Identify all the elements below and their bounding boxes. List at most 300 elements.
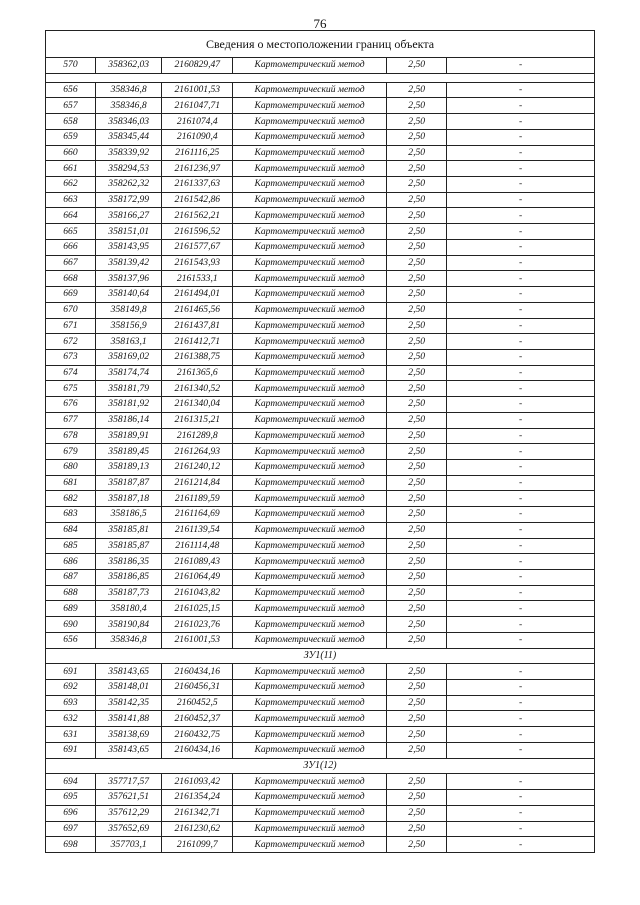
method-cell: Картометрический метод	[233, 161, 387, 177]
coord-x: 357652,69	[95, 821, 162, 837]
coord-y: 2161494,01	[162, 287, 233, 303]
coord-y: 2161542,86	[162, 192, 233, 208]
method-cell: Картометрический метод	[233, 774, 387, 790]
coord-y: 2161340,52	[162, 381, 233, 397]
point-number: 662	[46, 177, 96, 193]
coord-x: 357717,57	[95, 774, 162, 790]
point-number: 680	[46, 459, 96, 475]
coord-x: 358139,42	[95, 255, 162, 271]
description-cell: -	[447, 538, 595, 554]
description-cell: -	[447, 412, 595, 428]
coord-x: 358189,91	[95, 428, 162, 444]
table-row	[46, 208, 595, 224]
coord-x: 358189,45	[95, 444, 162, 460]
coord-y: 2161099,7	[162, 837, 233, 853]
coord-y: 2161577,67	[162, 239, 233, 255]
point-number: 691	[46, 664, 96, 680]
table-row	[46, 459, 595, 475]
coord-y: 2160434,16	[162, 664, 233, 680]
accuracy-cell: 2,50	[387, 554, 447, 570]
method-cell: Картометрический метод	[233, 522, 387, 538]
coord-x: 358186,5	[95, 507, 162, 523]
coord-y: 2160434,16	[162, 742, 233, 758]
coord-x: 358187,18	[95, 491, 162, 507]
point-number: 683	[46, 507, 96, 523]
table-row	[46, 538, 595, 554]
coord-x: 358186,14	[95, 412, 162, 428]
method-cell: Картометрический метод	[233, 805, 387, 821]
method-cell: Картометрический метод	[233, 287, 387, 303]
coord-y: 2161596,52	[162, 224, 233, 240]
method-cell: Картометрический метод	[233, 459, 387, 475]
point-number: 692	[46, 680, 96, 696]
table-row	[46, 334, 595, 350]
table-row	[46, 601, 595, 617]
accuracy-cell: 2,50	[387, 365, 447, 381]
table-row	[46, 145, 595, 161]
description-cell: -	[447, 491, 595, 507]
table-row	[46, 774, 595, 790]
table-row	[46, 522, 595, 538]
description-cell: -	[447, 617, 595, 633]
coord-y: 2161289,8	[162, 428, 233, 444]
method-cell: Картометрический метод	[233, 491, 387, 507]
accuracy-cell: 2,50	[387, 397, 447, 413]
coord-y: 2161337,63	[162, 177, 233, 193]
coord-x: 358143,65	[95, 742, 162, 758]
method-cell: Картометрический метод	[233, 428, 387, 444]
method-cell: Картометрический метод	[233, 585, 387, 601]
point-number: 661	[46, 161, 96, 177]
description-cell: -	[447, 224, 595, 240]
point-number: 658	[46, 114, 96, 130]
table-row	[46, 58, 595, 74]
table-row	[46, 349, 595, 365]
method-cell: Картометрический метод	[233, 255, 387, 271]
method-cell: Картометрический метод	[233, 632, 387, 648]
description-cell: -	[447, 318, 595, 334]
coord-x: 358339,92	[95, 145, 162, 161]
coord-x: 358140,64	[95, 287, 162, 303]
table-row	[46, 837, 595, 853]
description-cell: -	[447, 554, 595, 570]
table-row	[46, 554, 595, 570]
coord-y: 2161365,6	[162, 365, 233, 381]
description-cell: -	[447, 774, 595, 790]
description-cell: -	[447, 475, 595, 491]
table-row	[46, 695, 595, 711]
coord-y: 2161114,48	[162, 538, 233, 554]
coord-x: 358181,92	[95, 397, 162, 413]
point-number: 684	[46, 522, 96, 538]
point-number: 676	[46, 397, 96, 413]
table-row	[46, 255, 595, 271]
table-row	[46, 742, 595, 758]
method-cell: Картометрический метод	[233, 837, 387, 853]
table-row	[46, 507, 595, 523]
page-number: 76	[313, 16, 327, 31]
accuracy-cell: 2,50	[387, 428, 447, 444]
coord-x: 357703,1	[95, 837, 162, 853]
accuracy-cell: 2,50	[387, 412, 447, 428]
table-row	[46, 570, 595, 586]
accuracy-cell: 2,50	[387, 177, 447, 193]
coord-y: 2161354,24	[162, 790, 233, 806]
table-row	[46, 287, 595, 303]
accuracy-cell: 2,50	[387, 161, 447, 177]
coord-x: 358166,27	[95, 208, 162, 224]
accuracy-cell: 2,50	[387, 381, 447, 397]
method-cell: Картометрический метод	[233, 475, 387, 491]
coord-y: 2161543,93	[162, 255, 233, 271]
accuracy-cell: 2,50	[387, 664, 447, 680]
coord-x: 358143,95	[95, 239, 162, 255]
table-row	[46, 790, 595, 806]
description-cell: -	[447, 805, 595, 821]
gap-row	[46, 73, 595, 82]
coord-x: 357621,51	[95, 790, 162, 806]
accuracy-cell: 2,50	[387, 145, 447, 161]
method-cell: Картометрический метод	[233, 727, 387, 743]
accuracy-cell: 2,50	[387, 727, 447, 743]
table-title-row	[46, 31, 595, 58]
coord-x: 358138,69	[95, 727, 162, 743]
description-cell: -	[447, 208, 595, 224]
accuracy-cell: 2,50	[387, 239, 447, 255]
point-number: 693	[46, 695, 96, 711]
description-cell: -	[447, 507, 595, 523]
table-row	[46, 271, 595, 287]
table-row	[46, 444, 595, 460]
coord-y: 2161043,82	[162, 585, 233, 601]
method-cell: Картометрический метод	[233, 790, 387, 806]
coord-x: 358174,74	[95, 365, 162, 381]
point-number: 688	[46, 585, 96, 601]
accuracy-cell: 2,50	[387, 129, 447, 145]
accuracy-cell: 2,50	[387, 632, 447, 648]
coord-x: 358172,99	[95, 192, 162, 208]
point-number: 657	[46, 98, 96, 114]
description-cell: -	[447, 82, 595, 98]
method-cell: Картометрический метод	[233, 617, 387, 633]
accuracy-cell: 2,50	[387, 114, 447, 130]
method-cell: Картометрический метод	[233, 570, 387, 586]
method-cell: Картометрический метод	[233, 397, 387, 413]
table-row	[46, 412, 595, 428]
accuracy-cell: 2,50	[387, 538, 447, 554]
coord-x: 358186,85	[95, 570, 162, 586]
accuracy-cell: 2,50	[387, 334, 447, 350]
description-cell: -	[447, 522, 595, 538]
description-cell: -	[447, 271, 595, 287]
accuracy-cell: 2,50	[387, 302, 447, 318]
coord-x: 358346,8	[95, 82, 162, 98]
accuracy-cell: 2,50	[387, 742, 447, 758]
description-cell: -	[447, 129, 595, 145]
section-row	[46, 758, 595, 774]
accuracy-cell: 2,50	[387, 774, 447, 790]
accuracy-cell: 2,50	[387, 711, 447, 727]
coord-y: 2161047,71	[162, 98, 233, 114]
section-label: ЗУ1(12)	[46, 758, 595, 774]
description-cell: -	[447, 58, 595, 74]
accuracy-cell: 2,50	[387, 192, 447, 208]
coord-x: 358187,87	[95, 475, 162, 491]
point-number: 695	[46, 790, 96, 806]
method-cell: Картометрический метод	[233, 82, 387, 98]
method-cell: Картометрический метод	[233, 349, 387, 365]
coord-y: 2161315,21	[162, 412, 233, 428]
point-number: 687	[46, 570, 96, 586]
coord-y: 2161064,49	[162, 570, 233, 586]
method-cell: Картометрический метод	[233, 192, 387, 208]
point-number: 664	[46, 208, 96, 224]
coord-y: 2161001,53	[162, 632, 233, 648]
table-row	[46, 428, 595, 444]
table-row	[46, 664, 595, 680]
description-cell: -	[447, 302, 595, 318]
coord-y: 2161001,53	[162, 82, 233, 98]
description-cell: -	[447, 365, 595, 381]
point-number: 670	[46, 302, 96, 318]
point-number: 665	[46, 224, 96, 240]
description-cell: -	[447, 334, 595, 350]
table-row	[46, 302, 595, 318]
point-number: 632	[46, 711, 96, 727]
coord-x: 358180,4	[95, 601, 162, 617]
method-cell: Картометрический метод	[233, 381, 387, 397]
method-cell: Картометрический метод	[233, 711, 387, 727]
accuracy-cell: 2,50	[387, 585, 447, 601]
accuracy-cell: 2,50	[387, 459, 447, 475]
point-number: 677	[46, 412, 96, 428]
method-cell: Картометрический метод	[233, 129, 387, 145]
method-cell: Картометрический метод	[233, 114, 387, 130]
coord-x: 358190,84	[95, 617, 162, 633]
method-cell: Картометрический метод	[233, 224, 387, 240]
description-cell: -	[447, 821, 595, 837]
point-number: 694	[46, 774, 96, 790]
accuracy-cell: 2,50	[387, 255, 447, 271]
coord-y: 2161093,42	[162, 774, 233, 790]
description-cell: -	[447, 444, 595, 460]
method-cell: Картометрический метод	[233, 271, 387, 287]
accuracy-cell: 2,50	[387, 475, 447, 491]
point-number: 667	[46, 255, 96, 271]
coord-y: 2161340,04	[162, 397, 233, 413]
coord-y: 2161533,1	[162, 271, 233, 287]
coord-x: 358262,32	[95, 177, 162, 193]
description-cell: -	[447, 114, 595, 130]
accuracy-cell: 2,50	[387, 58, 447, 74]
point-number: 679	[46, 444, 96, 460]
point-number: 672	[46, 334, 96, 350]
point-number: 696	[46, 805, 96, 821]
description-cell: -	[447, 177, 595, 193]
coord-y: 2161388,75	[162, 349, 233, 365]
method-cell: Картометрический метод	[233, 554, 387, 570]
coord-y: 2160456,31	[162, 680, 233, 696]
point-number: 673	[46, 349, 96, 365]
coord-y: 2160452,37	[162, 711, 233, 727]
method-cell: Картометрический метод	[233, 742, 387, 758]
point-number: 691	[46, 742, 96, 758]
method-cell: Картометрический метод	[233, 365, 387, 381]
method-cell: Картометрический метод	[233, 334, 387, 350]
coord-y: 2161074,4	[162, 114, 233, 130]
point-number: 659	[46, 129, 96, 145]
accuracy-cell: 2,50	[387, 805, 447, 821]
method-cell: Картометрический метод	[233, 680, 387, 696]
section-row	[46, 648, 595, 664]
point-number: 631	[46, 727, 96, 743]
accuracy-cell: 2,50	[387, 444, 447, 460]
accuracy-cell: 2,50	[387, 837, 447, 853]
table-row	[46, 805, 595, 821]
coord-y: 2161189,59	[162, 491, 233, 507]
method-cell: Картометрический метод	[233, 145, 387, 161]
accuracy-cell: 2,50	[387, 82, 447, 98]
accuracy-cell: 2,50	[387, 349, 447, 365]
accuracy-cell: 2,50	[387, 271, 447, 287]
accuracy-cell: 2,50	[387, 224, 447, 240]
method-cell: Картометрический метод	[233, 58, 387, 74]
table-row	[46, 727, 595, 743]
accuracy-cell: 2,50	[387, 522, 447, 538]
description-cell: -	[447, 287, 595, 303]
table-row	[46, 381, 595, 397]
boundary-table	[45, 30, 595, 853]
table-row	[46, 177, 595, 193]
point-number: 678	[46, 428, 96, 444]
point-number: 666	[46, 239, 96, 255]
coord-y: 2161023,76	[162, 617, 233, 633]
point-number: 682	[46, 491, 96, 507]
table-row	[46, 318, 595, 334]
table-row	[46, 491, 595, 507]
description-cell: -	[447, 255, 595, 271]
coord-x: 358346,8	[95, 632, 162, 648]
section-label: ЗУ1(11)	[46, 648, 595, 664]
accuracy-cell: 2,50	[387, 695, 447, 711]
method-cell: Картометрический метод	[233, 821, 387, 837]
coord-y: 2161214,84	[162, 475, 233, 491]
description-cell: -	[447, 664, 595, 680]
point-number: 674	[46, 365, 96, 381]
description-cell: -	[447, 711, 595, 727]
accuracy-cell: 2,50	[387, 570, 447, 586]
table-row	[46, 365, 595, 381]
coord-x: 358149,8	[95, 302, 162, 318]
coord-x: 357612,29	[95, 805, 162, 821]
description-cell: -	[447, 239, 595, 255]
point-number: 656	[46, 632, 96, 648]
point-number: 671	[46, 318, 96, 334]
coord-y: 2161264,93	[162, 444, 233, 460]
accuracy-cell: 2,50	[387, 680, 447, 696]
point-number: 656	[46, 82, 96, 98]
description-cell: -	[447, 381, 595, 397]
accuracy-cell: 2,50	[387, 287, 447, 303]
point-number: 663	[46, 192, 96, 208]
table-row	[46, 98, 595, 114]
coord-y: 2161139,54	[162, 522, 233, 538]
description-cell: -	[447, 601, 595, 617]
accuracy-cell: 2,50	[387, 98, 447, 114]
method-cell: Картометрический метод	[233, 412, 387, 428]
table-row	[46, 192, 595, 208]
method-cell: Картометрический метод	[233, 444, 387, 460]
coord-y: 2161437,81	[162, 318, 233, 334]
method-cell: Картометрический метод	[233, 239, 387, 255]
accuracy-cell: 2,50	[387, 790, 447, 806]
table-row	[46, 821, 595, 837]
table-row	[46, 617, 595, 633]
coord-y: 2161164,69	[162, 507, 233, 523]
description-cell: -	[447, 727, 595, 743]
coord-x: 358151,01	[95, 224, 162, 240]
coord-y: 2161230,62	[162, 821, 233, 837]
point-number: 697	[46, 821, 96, 837]
point-number: 570	[46, 58, 96, 74]
coord-x: 358143,65	[95, 664, 162, 680]
accuracy-cell: 2,50	[387, 208, 447, 224]
accuracy-cell: 2,50	[387, 318, 447, 334]
table-title: Сведения о местоположении границ объекта	[46, 31, 595, 58]
accuracy-cell: 2,50	[387, 601, 447, 617]
coord-y: 2161240,12	[162, 459, 233, 475]
point-number: 698	[46, 837, 96, 853]
table-row	[46, 239, 595, 255]
coord-y: 2161465,56	[162, 302, 233, 318]
coord-x: 358346,03	[95, 114, 162, 130]
coord-x: 358141,88	[95, 711, 162, 727]
table-row	[46, 397, 595, 413]
description-cell: -	[447, 585, 595, 601]
coord-x: 358186,35	[95, 554, 162, 570]
table-row	[46, 224, 595, 240]
table-row	[46, 475, 595, 491]
description-cell: -	[447, 161, 595, 177]
table-row	[46, 632, 595, 648]
table-row	[46, 161, 595, 177]
coord-x: 358185,87	[95, 538, 162, 554]
accuracy-cell: 2,50	[387, 821, 447, 837]
description-cell: -	[447, 192, 595, 208]
method-cell: Картометрический метод	[233, 507, 387, 523]
point-number: 689	[46, 601, 96, 617]
description-cell: -	[447, 428, 595, 444]
method-cell: Картометрический метод	[233, 98, 387, 114]
method-cell: Картометрический метод	[233, 177, 387, 193]
method-cell: Картометрический метод	[233, 538, 387, 554]
coord-x: 358187,73	[95, 585, 162, 601]
gap-cell	[46, 73, 595, 82]
table-row	[46, 711, 595, 727]
description-cell: -	[447, 397, 595, 413]
coord-x: 358142,35	[95, 695, 162, 711]
coord-y: 2161412,71	[162, 334, 233, 350]
coord-y: 2161025,15	[162, 601, 233, 617]
coord-x: 358169,02	[95, 349, 162, 365]
table-row	[46, 585, 595, 601]
table-row	[46, 114, 595, 130]
description-cell: -	[447, 742, 595, 758]
point-number: 668	[46, 271, 96, 287]
coord-x: 358294,53	[95, 161, 162, 177]
description-cell: -	[447, 695, 595, 711]
method-cell: Картометрический метод	[233, 318, 387, 334]
